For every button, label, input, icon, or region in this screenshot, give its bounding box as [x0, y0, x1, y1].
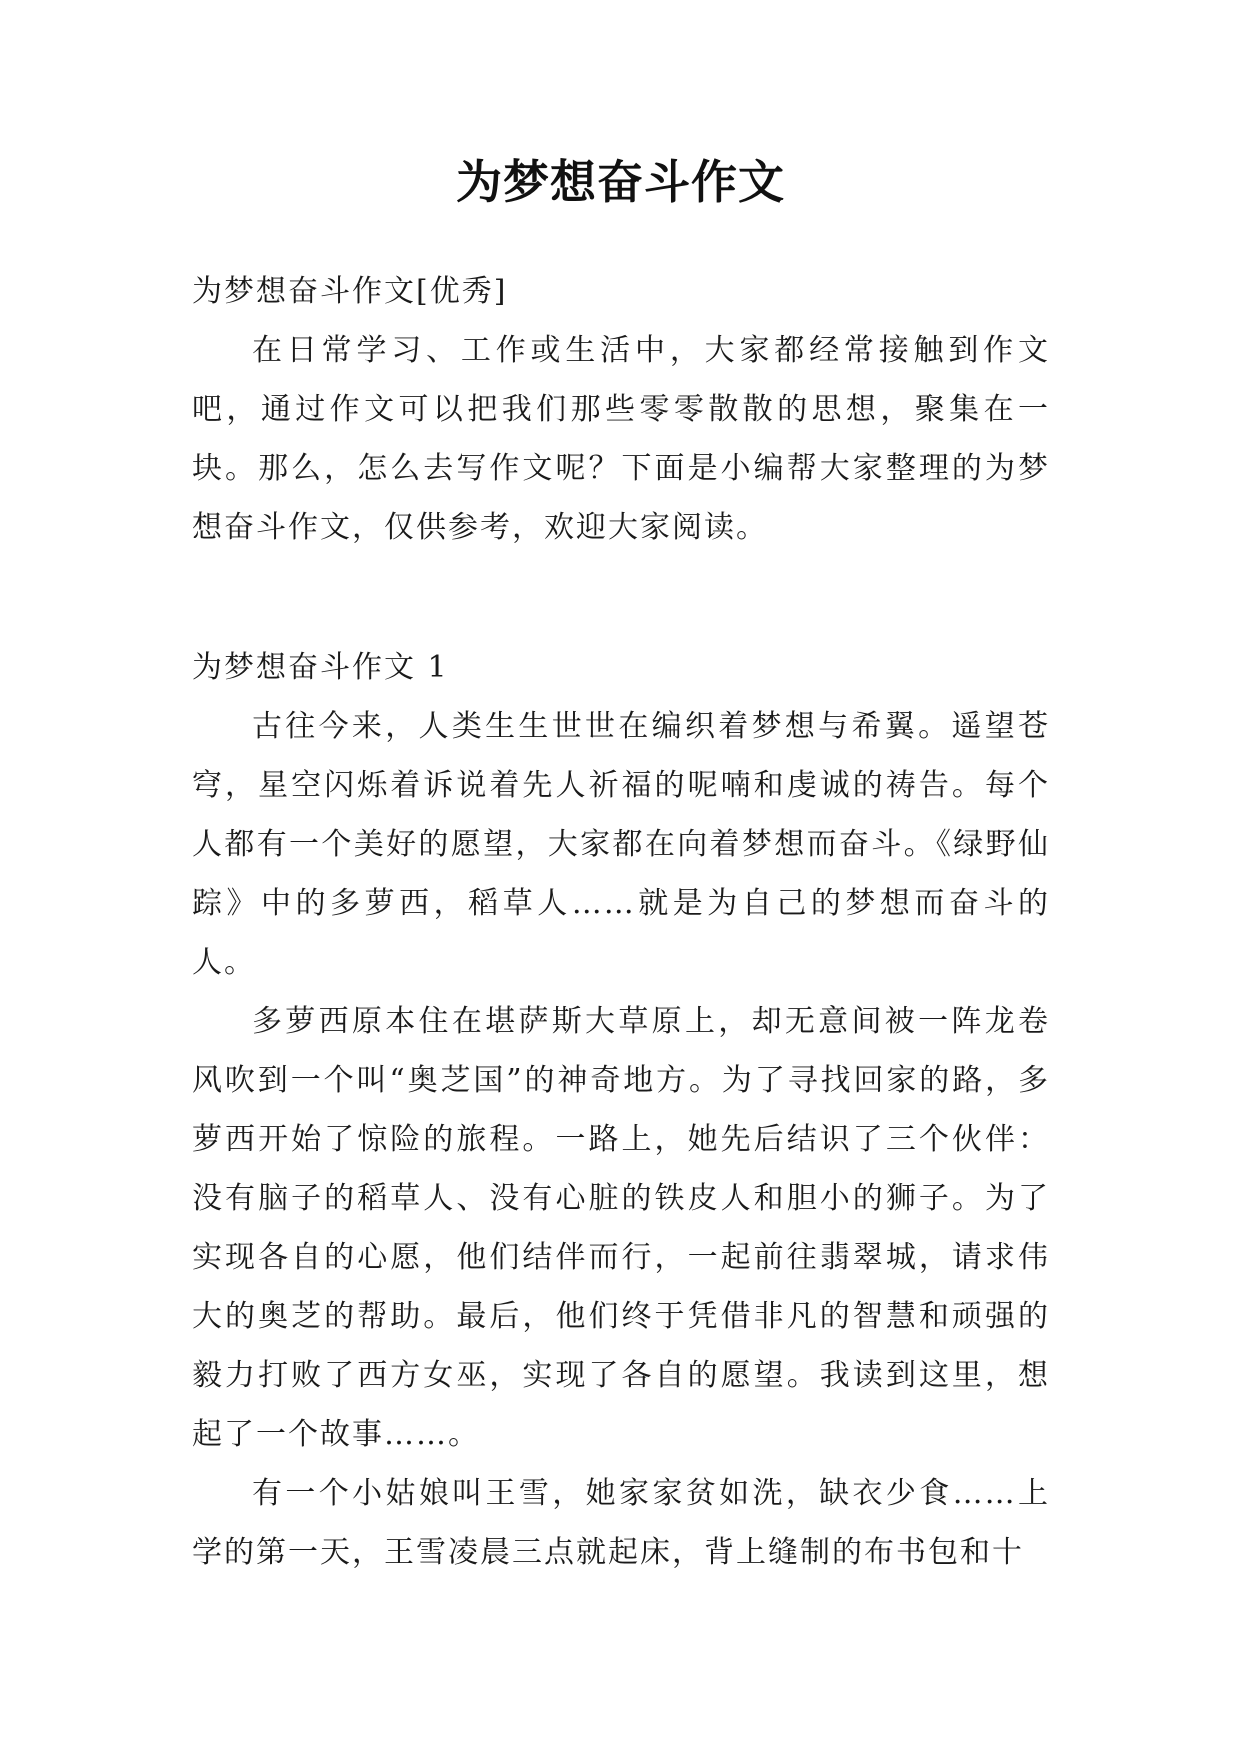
essay-paragraph: 古往今来，人类生生世世在编织着梦想与希翼。遥望苍穹，星空闪烁着诉说着先人祈福的呢喃和虔诚的祷告。每个人都有一个美好的愿望，大家都在向着梦想而奋斗。《绿野仙踪》中的多萝西，稻草人……就是为自己的梦想而奋斗的人。 [192, 709, 1050, 980]
essay-paragraph: 有一个小姑娘叫王雪，她家家贫如洗，缺衣少食……上学的第一天，王雪凌晨三点就起床，背上缝制的布书包和十 [192, 1476, 1050, 1570]
intro-paragraph: 在日常学习、工作或生活中，大家都经常接触到作文吧，通过作文可以把我们那些零零散散的思想，聚集在一块。那么，怎么去写作文呢？下面是小编帮大家整理的为梦想奋斗作文，仅供参考，欢迎大家阅读。 [192, 333, 1050, 545]
intro-section [192, 262, 1050, 557]
document-subtitle: 为梦想奋斗作文[优秀] [192, 274, 508, 309]
essay-section [192, 638, 1050, 1582]
essay-paragraph: 多萝西原本住在堪萨斯大草原上，却无意间被一阵龙卷风吹到一个叫“奥芝国”的神奇地方。为了寻找回家的路，多萝西开始了惊险的旅程。一路上，她先后结识了三个伙伴：没有脑子的稻草人、没有心脏的铁皮人和胆小的狮子。为了实现各自的心愿，他们结伴而行，一起前往翡翠城，请求伟大的奥芝的帮助。最后，他们终于凭借非凡的智慧和顽强的毅力打败了西方女巫，实现了各自的愿望。我读到这里，想起了一个故事……。 [192, 1004, 1050, 1452]
section-heading: 为梦想奋斗作文 1 [192, 650, 449, 685]
document-title: 为梦想奋斗作文 [456, 155, 785, 209]
